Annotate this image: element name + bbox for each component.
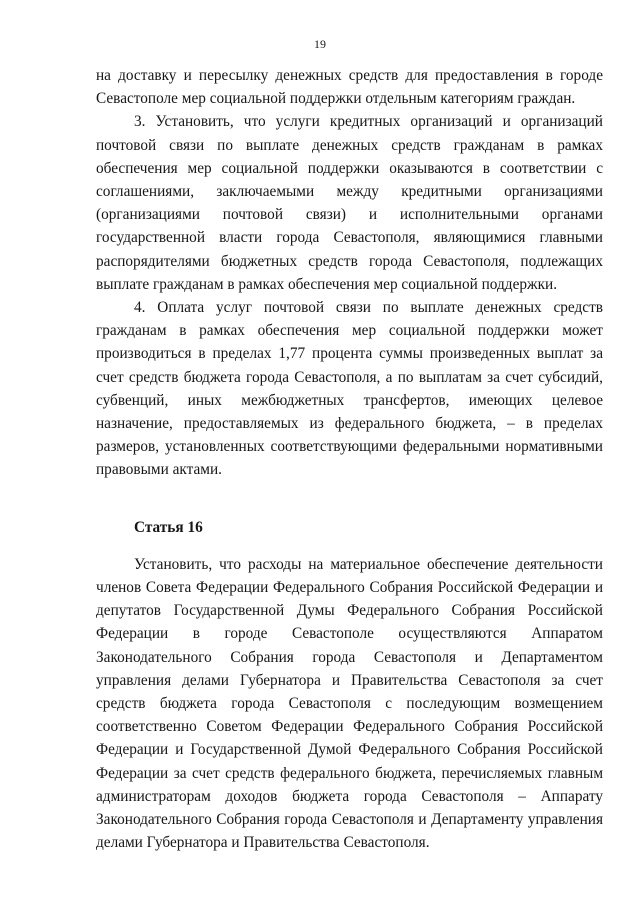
document-body: [96, 64, 603, 855]
page-number: 19: [314, 37, 326, 51]
paragraph-item-4: 4. Оплата услуг почтовой связи по выплате денежных средств гражданам в рамках обеспечения мер социальной поддержки может производиться в пределах 1,77 процента суммы произведенных выплат за счет средств бюджета города Севастополя, а по выплатам за счет субсидий, субвенций, иных межбюджетных трансфертов, имеющих целевое назначение, предоставляемых из федерального бюджета, – в пределах размеров, установленных соответствующими федеральными нормативными правовыми актами.: [96, 299, 603, 479]
article-16-paragraph: Установить, что расходы на материальное обеспечение деятельности членов Совета Федерации Федерального Собрания Российской Федерации и депутатов Государственной Думы Федерального Собрания Российской Федерации в городе Севастополе осуществляются Аппаратом Законодательного Собрания города Севастополя и Департаментом управления делами Губернатора и Правительства Севастополя за счет средств бюджета города Севастополя с последующим возмещением соответственно Советом Федерации Федерального Собрания Российской Федерации и Государственной Думой Федерального Собрания Российской Федерации за счет средств федерального бюджета, перечисляемых главным администраторам доходов бюджета города Севастополя – Аппарату Законодательного Собрания города Севастополя и Департаменту управления делами Губернатора и Правительства Севастополя.: [96, 555, 603, 852]
paragraph-item-3: 3. Установить, что услуги кредитных организаций и организаций почтовой связи по выплате денежных средств гражданам в рамках обеспечения мер социальной поддержки оказываются в соответствии с соглашениями, заключаемыми между кредитными организациями (организациями почтовой связи) и исполнительными органами государственной власти города Севастополя, являющимися главными распорядителями бюджетных средств города Севастополя, подлежащих выплате гражданам в рамках обеспечения мер социальной поддержки.: [96, 113, 603, 293]
article-heading: Статья 16: [134, 518, 203, 536]
paragraph-continuation: на доставку и пересылку денежных средств для предоставления в городе Севастополе мер социальной поддержки отдельным категориям граждан.: [96, 67, 603, 108]
